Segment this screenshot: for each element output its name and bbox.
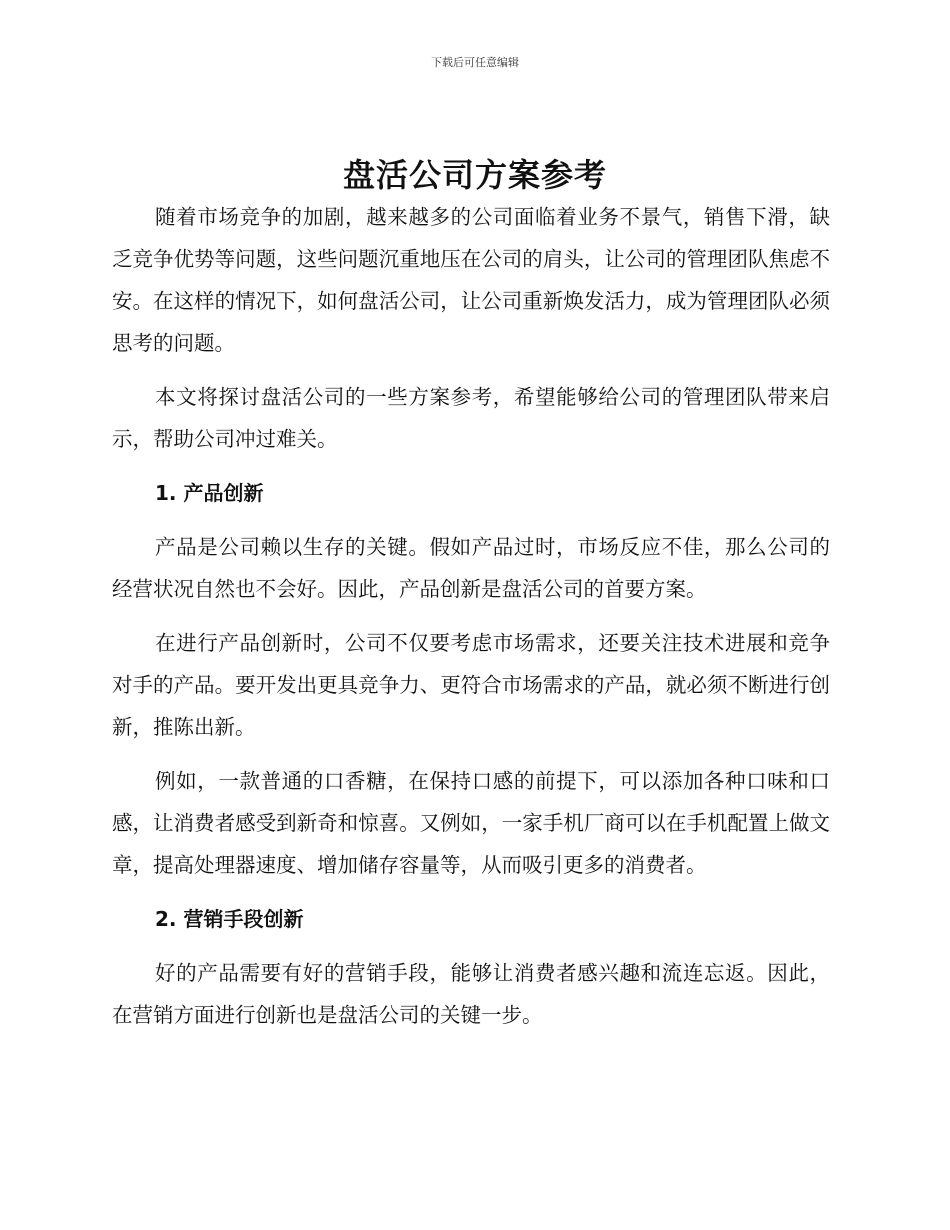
paragraph-product-2: 在进行产品创新时，公司不仅要考虑市场需求，还要关注技术进展和竞争对手的产品。要开发出更具竞争力、更符合市场需求的产品，就必须不断进行创新，推陈出新。	[112, 631, 830, 739]
paragraph-intro-1: 随着市场竞争的加剧，越来越多的公司面临着业务不景气，销售下滑，缺乏竞争优势等问题，这些问题沉重地压在公司的肩头，让公司的管理团队焦虑不安。在这样的情况下，如何盘活公司，让公司重新焕发活力，成为管理团队必须思考的问题。	[112, 205, 830, 355]
paragraph-intro-2: 本文将探讨盘活公司的一些方案参考，希望能够给公司的管理团队带来启示，帮助公司冲过难关。	[112, 385, 830, 451]
document-body	[112, 196, 830, 1048]
paragraph-product-3: 例如，一款普通的口香糖，在保持口感的前提下，可以添加各种口味和口感，让消费者感受到新奇和惊喜。又例如，一家手机厂商可以在手机配置上做文章，提高处理器速度、增加储存容量等，从而吸引更多的消费者。	[112, 769, 830, 877]
header-note: 下载后可任意编辑	[431, 56, 519, 69]
paragraph-product-1: 产品是公司赖以生存的关键。假如产品过时，市场反应不佳，那么公司的经营状况自然也不会好。因此，产品创新是盘活公司的首要方案。	[112, 535, 830, 601]
paragraph-marketing-1: 好的产品需要有好的营销手段，能够让消费者感兴趣和流连忘返。因此，在营销方面进行创新也是盘活公司的关键一步。	[112, 961, 830, 1027]
document-title: 盘活公司方案参考	[342, 156, 607, 194]
section-heading-product-innovation: 1. 产品创新	[155, 481, 264, 505]
section-heading-marketing-innovation: 2. 营销手段创新	[155, 907, 304, 931]
